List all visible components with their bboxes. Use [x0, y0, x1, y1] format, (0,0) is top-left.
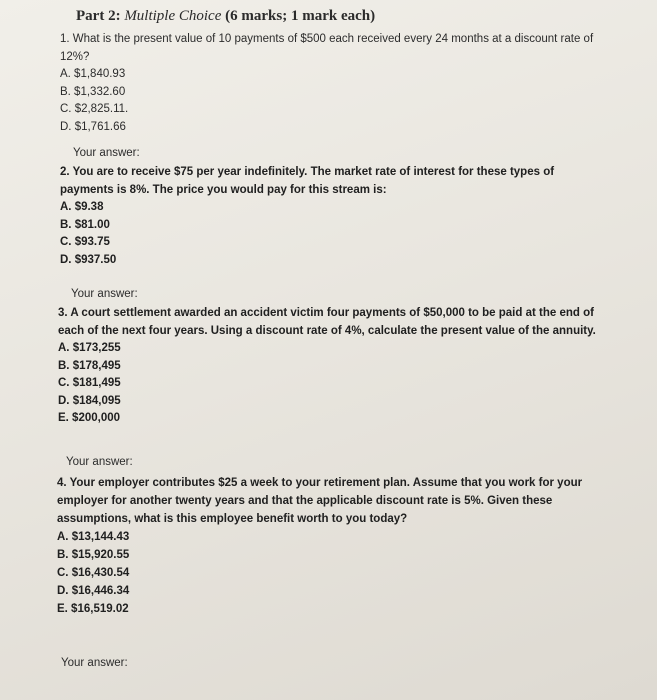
- answer-label-3: Your answer:: [66, 456, 133, 468]
- section-title: Multiple Choice: [124, 8, 222, 24]
- question-2: [60, 164, 606, 269]
- option-c: C. $2,825.11.: [60, 103, 129, 115]
- option-c: C. $93.75: [60, 236, 110, 248]
- option-e: E. $16,519.02: [57, 603, 129, 615]
- option-b: B. $178,495: [58, 359, 121, 372]
- answer-label-1: Your answer:: [73, 147, 140, 159]
- question-text: 3. A court settlement awarded an accident victim four payments of $50,000 to be paid at the end of each of the next four years. Using a discount rate of 4%, calculate the present value of the annuity.: [58, 307, 596, 337]
- answer-label-4: Your answer:: [61, 657, 128, 669]
- question-text: 1. What is the present value of 10 payments of $500 each received every 24 months at a discount rate of 12%?: [60, 33, 594, 63]
- option-d: D. $1,761.66: [60, 120, 126, 133]
- question-3: [58, 305, 608, 428]
- question-4: [57, 474, 607, 618]
- option-d: D. $184,095: [58, 394, 121, 407]
- option-a: A. $9.38: [60, 201, 104, 213]
- part-label: Part 2:: [76, 8, 121, 24]
- option-a: A. $173,255: [58, 342, 121, 354]
- option-b: B. $81.00: [60, 218, 110, 231]
- question-1: [60, 31, 606, 136]
- question-text: 4. Your employer contributes $25 a week to your retirement plan. Assume that you work for your employer for another twenty years and that the applicable discount rate is 5%. Given these assumptions, what is this employee benefit worth to you today?: [57, 477, 583, 525]
- option-e: E. $200,000: [58, 412, 121, 424]
- option-a: A. $13,144.43: [57, 531, 130, 543]
- option-d: D. $16,446.34: [57, 585, 130, 597]
- option-c: C. $181,495: [58, 377, 121, 389]
- option-d: D. $937.50: [60, 253, 117, 266]
- section-header: [76, 8, 375, 25]
- question-text: 2. You are to receive $75 per year indefinitely. The market rate of interest for these types of payments is 8%. The price you would pay for this stream is:: [60, 166, 555, 196]
- marks-info: (6 marks; 1 mark each): [225, 8, 376, 24]
- option-a: A. $1,840.93: [60, 68, 126, 80]
- answer-label-2: Your answer:: [71, 288, 138, 300]
- option-b: B. $1,332.60: [60, 85, 126, 98]
- option-b: B. $15,920.55: [57, 549, 130, 561]
- option-c: C. $16,430.54: [57, 567, 130, 579]
